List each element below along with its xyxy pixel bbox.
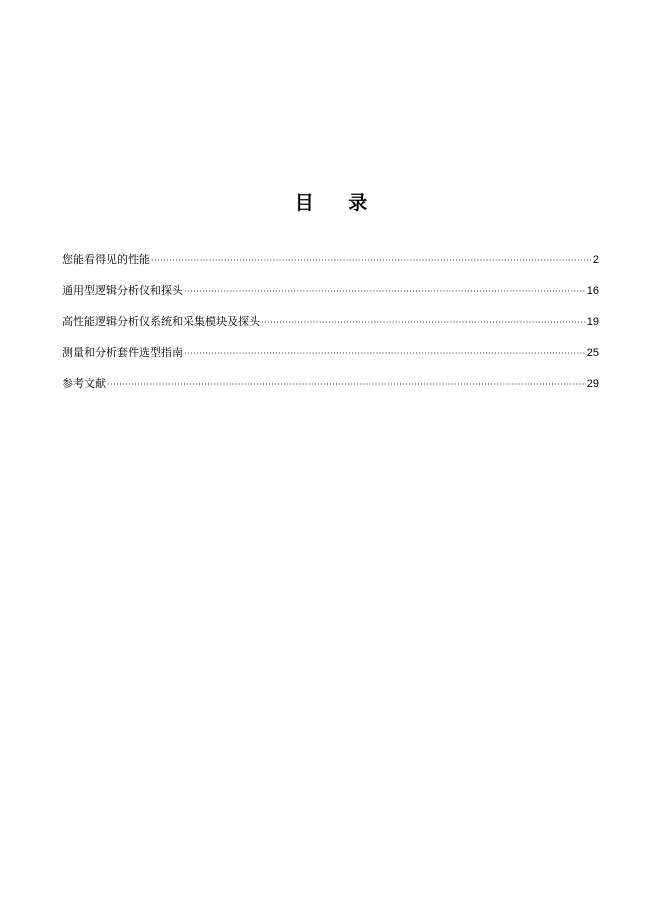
toc-page-number: 16 [586, 285, 599, 297]
toc-entry-title: 测量和分析套件选型指南 [62, 346, 183, 359]
toc-entry-title: 参考文献 [62, 377, 106, 390]
toc-page-number: 19 [586, 316, 599, 328]
toc-page-number: 29 [586, 378, 599, 390]
toc-entry-title: 高性能逻辑分析仪系统和采集模块及探头 [62, 315, 260, 328]
table-of-contents [62, 251, 599, 406]
toc-entry[interactable] [62, 375, 599, 406]
toc-entry-title: 通用型逻辑分析仪和探头 [62, 284, 183, 297]
toc-dot-leader [107, 376, 586, 394]
toc-entry[interactable] [62, 313, 599, 344]
toc-dot-leader [261, 314, 586, 332]
toc-dot-leader [151, 252, 592, 270]
toc-dot-leader [184, 345, 586, 363]
toc-entry[interactable] [62, 344, 599, 375]
toc-entry-title: 您能看得见的性能 [62, 253, 150, 266]
toc-page-number: 25 [586, 347, 599, 359]
toc-entry[interactable] [62, 282, 599, 313]
toc-page-number: 2 [592, 254, 599, 266]
toc-title: 目 录 [294, 192, 382, 214]
toc-dot-leader [184, 283, 586, 301]
toc-entry[interactable] [62, 251, 599, 282]
